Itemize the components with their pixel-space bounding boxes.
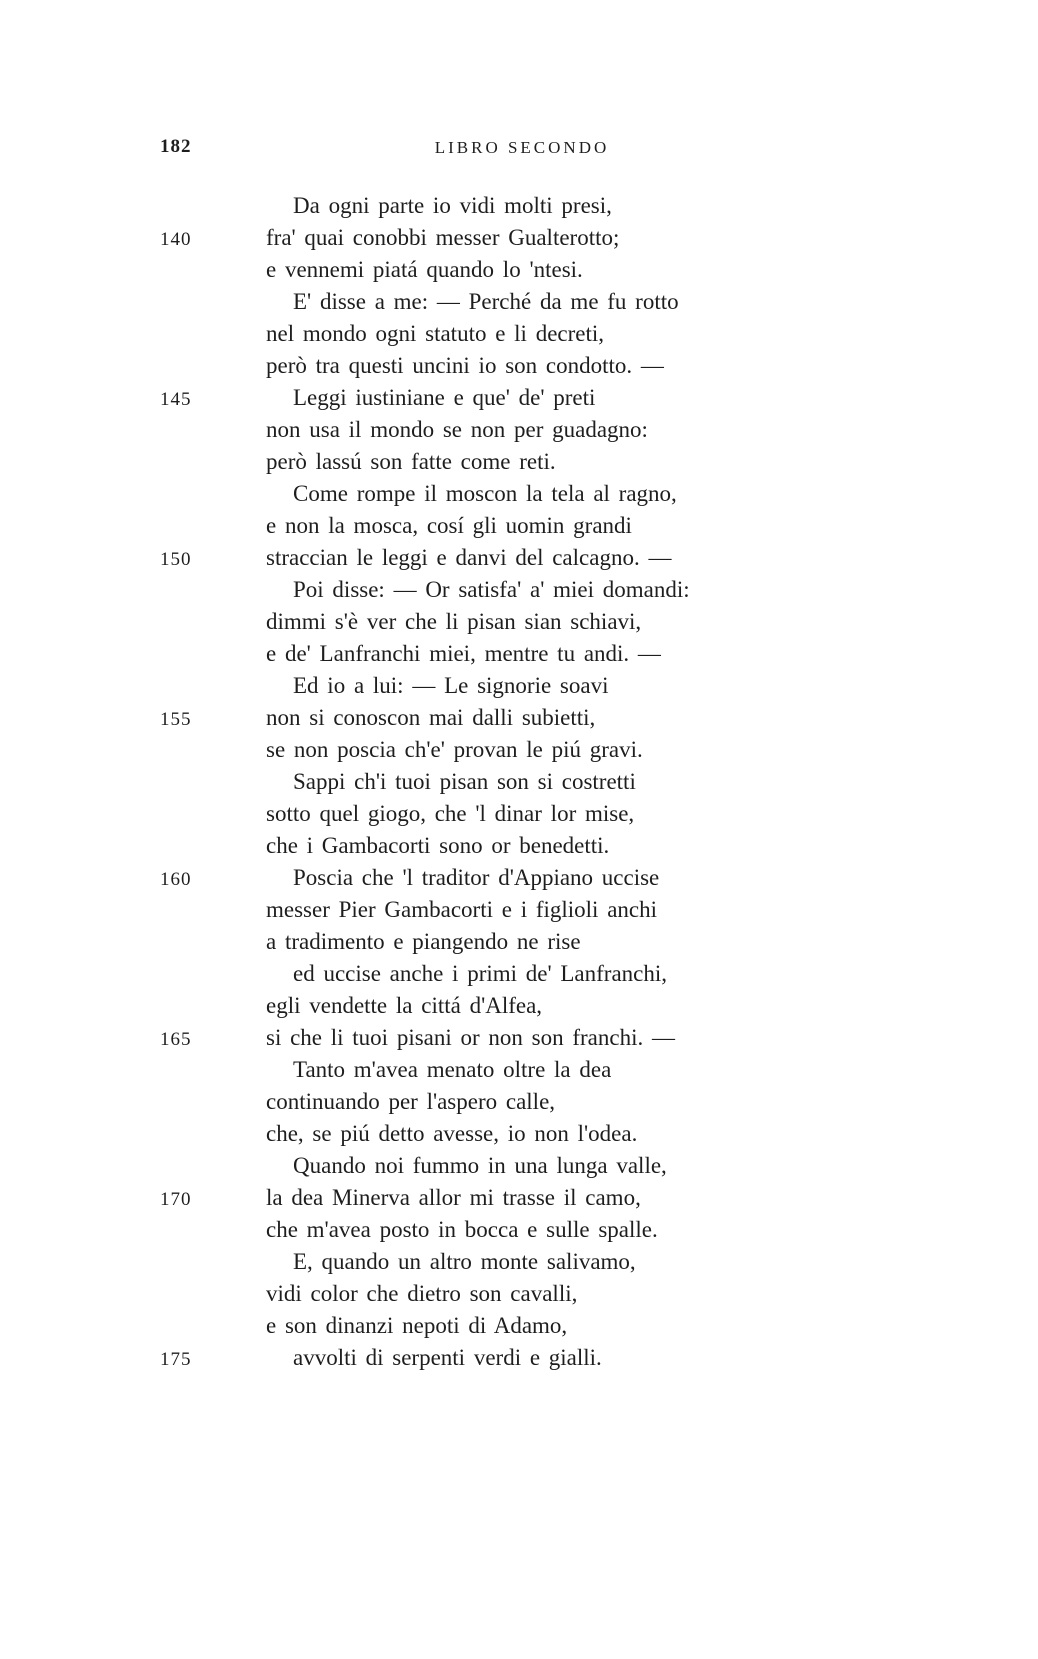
verse-text: Da ogni parte io vidi molti presi, [293, 193, 612, 218]
verse-text: però tra questi uncini io son condotto. — [266, 353, 664, 378]
verse-line [0, 478, 1038, 510]
verse-text: Quando noi fummo in una lunga valle, [293, 1153, 667, 1178]
verse-line [0, 1310, 1038, 1342]
line-number: 175 [160, 1349, 192, 1370]
verse-line [0, 1214, 1038, 1246]
line-number: 140 [160, 229, 192, 250]
verse-text: Come rompe il moscon la tela al ragno, [293, 481, 677, 506]
line-number: 170 [160, 1189, 192, 1210]
verse-text: avvolti di serpenti verdi e gialli. [293, 1345, 602, 1370]
verse-line [0, 766, 1038, 798]
verse-line [0, 734, 1038, 766]
verse-line [0, 286, 1038, 318]
verse-text: e son dinanzi nepoti di Adamo, [266, 1313, 568, 1338]
verse-line [0, 926, 1038, 958]
verse-line [0, 574, 1038, 606]
verse-line [0, 862, 1038, 894]
verse-text: egli vendette la cittá d'Alfea, [266, 993, 543, 1018]
verse-line [0, 894, 1038, 926]
verse-text: Poi disse: — Or satisfa' a' miei domandi: [293, 577, 690, 602]
verse-text: non si conoscon mai dalli subietti, [266, 705, 596, 730]
verse-line [0, 702, 1038, 734]
verse-text: e vennemi piatá quando lo 'ntesi. [266, 257, 583, 282]
verse-text: a tradimento e piangendo ne rise [266, 929, 581, 954]
verse-line [0, 446, 1038, 478]
line-number: 160 [160, 869, 192, 890]
verse-text: Leggi iustiniane e que' de' preti [293, 385, 596, 410]
verse-text: sotto quel giogo, che 'l dinar lor mise, [266, 801, 635, 826]
verse-text: nel mondo ogni statuto e li decreti, [266, 321, 605, 346]
verse-text: però lassú son fatte come reti. [266, 449, 556, 474]
line-number: 145 [160, 389, 192, 410]
verse-text: Poscia che 'l traditor d'Appiano uccise [293, 865, 660, 890]
verse-text: ed uccise anche i primi de' Lanfranchi, [293, 961, 668, 986]
verse-text: dimmi s'è ver che li pisan sian schiavi, [266, 609, 642, 634]
verse-line [0, 1150, 1038, 1182]
verse-text: Tanto m'avea menato oltre la dea [293, 1057, 612, 1082]
verse-line [0, 542, 1038, 574]
verse-line [0, 606, 1038, 638]
verse-line [0, 222, 1038, 254]
verse-text: continuando per l'aspero calle, [266, 1089, 556, 1114]
verse-text: e non la mosca, cosí gli uomin grandi [266, 513, 632, 538]
verse-line [0, 1342, 1038, 1374]
verse-text: Ed io a lui: — Le signorie soavi [293, 673, 609, 698]
running-title: LIBRO SECONDO [434, 138, 610, 157]
verse-text: vidi color che dietro son cavalli, [266, 1281, 578, 1306]
verse-text: straccian le leggi e danvi del calcagno. — [266, 545, 672, 570]
verse-line [0, 958, 1038, 990]
line-number: 150 [160, 549, 192, 570]
verse-line [0, 254, 1038, 286]
verse-line [0, 830, 1038, 862]
verse-text: che i Gambacorti sono or benedetti. [266, 833, 610, 858]
verse-line [0, 318, 1038, 350]
verse-line [0, 670, 1038, 702]
verse-line [0, 382, 1038, 414]
verse-text: che m'avea posto in bocca e sulle spalle. [266, 1217, 658, 1242]
verse-block [0, 190, 1038, 1374]
line-number: 165 [160, 1029, 192, 1050]
verse-line [0, 638, 1038, 670]
page-number: 182 [160, 136, 192, 157]
verse-line [0, 1022, 1038, 1054]
verse-line [0, 798, 1038, 830]
verse-line [0, 1278, 1038, 1310]
verse-line [0, 1118, 1038, 1150]
verse-line [0, 1182, 1038, 1214]
verse-text: messer Pier Gambacorti e i figlioli anchi [266, 897, 657, 922]
verse-line [0, 1054, 1038, 1086]
verse-text: non usa il mondo se non per guadagno: [266, 417, 648, 442]
verse-line [0, 350, 1038, 382]
line-number: 155 [160, 709, 192, 730]
verse-line [0, 414, 1038, 446]
verse-line [0, 990, 1038, 1022]
verse-text: si che li tuoi pisani or non son franchi. — [266, 1025, 675, 1050]
verse-text: E' disse a me: — Perché da me fu rotto [293, 289, 679, 314]
verse-text: fra' quai conobbi messer Gualterotto; [266, 225, 620, 250]
verse-line [0, 510, 1038, 542]
verse-text: E, quando un altro monte salivamo, [293, 1249, 636, 1274]
verse-text: la dea Minerva allor mi trasse il camo, [266, 1185, 641, 1210]
verse-text: Sappi ch'i tuoi pisan son si costretti [293, 769, 636, 794]
verse-line [0, 1246, 1038, 1278]
verse-text: e de' Lanfranchi miei, mentre tu andi. — [266, 641, 661, 666]
verse-line [0, 1086, 1038, 1118]
verse-text: che, se piú detto avesse, io non l'odea. [266, 1121, 638, 1146]
verse-text: se non poscia ch'e' provan le piú gravi. [266, 737, 643, 762]
verse-line [0, 190, 1038, 222]
